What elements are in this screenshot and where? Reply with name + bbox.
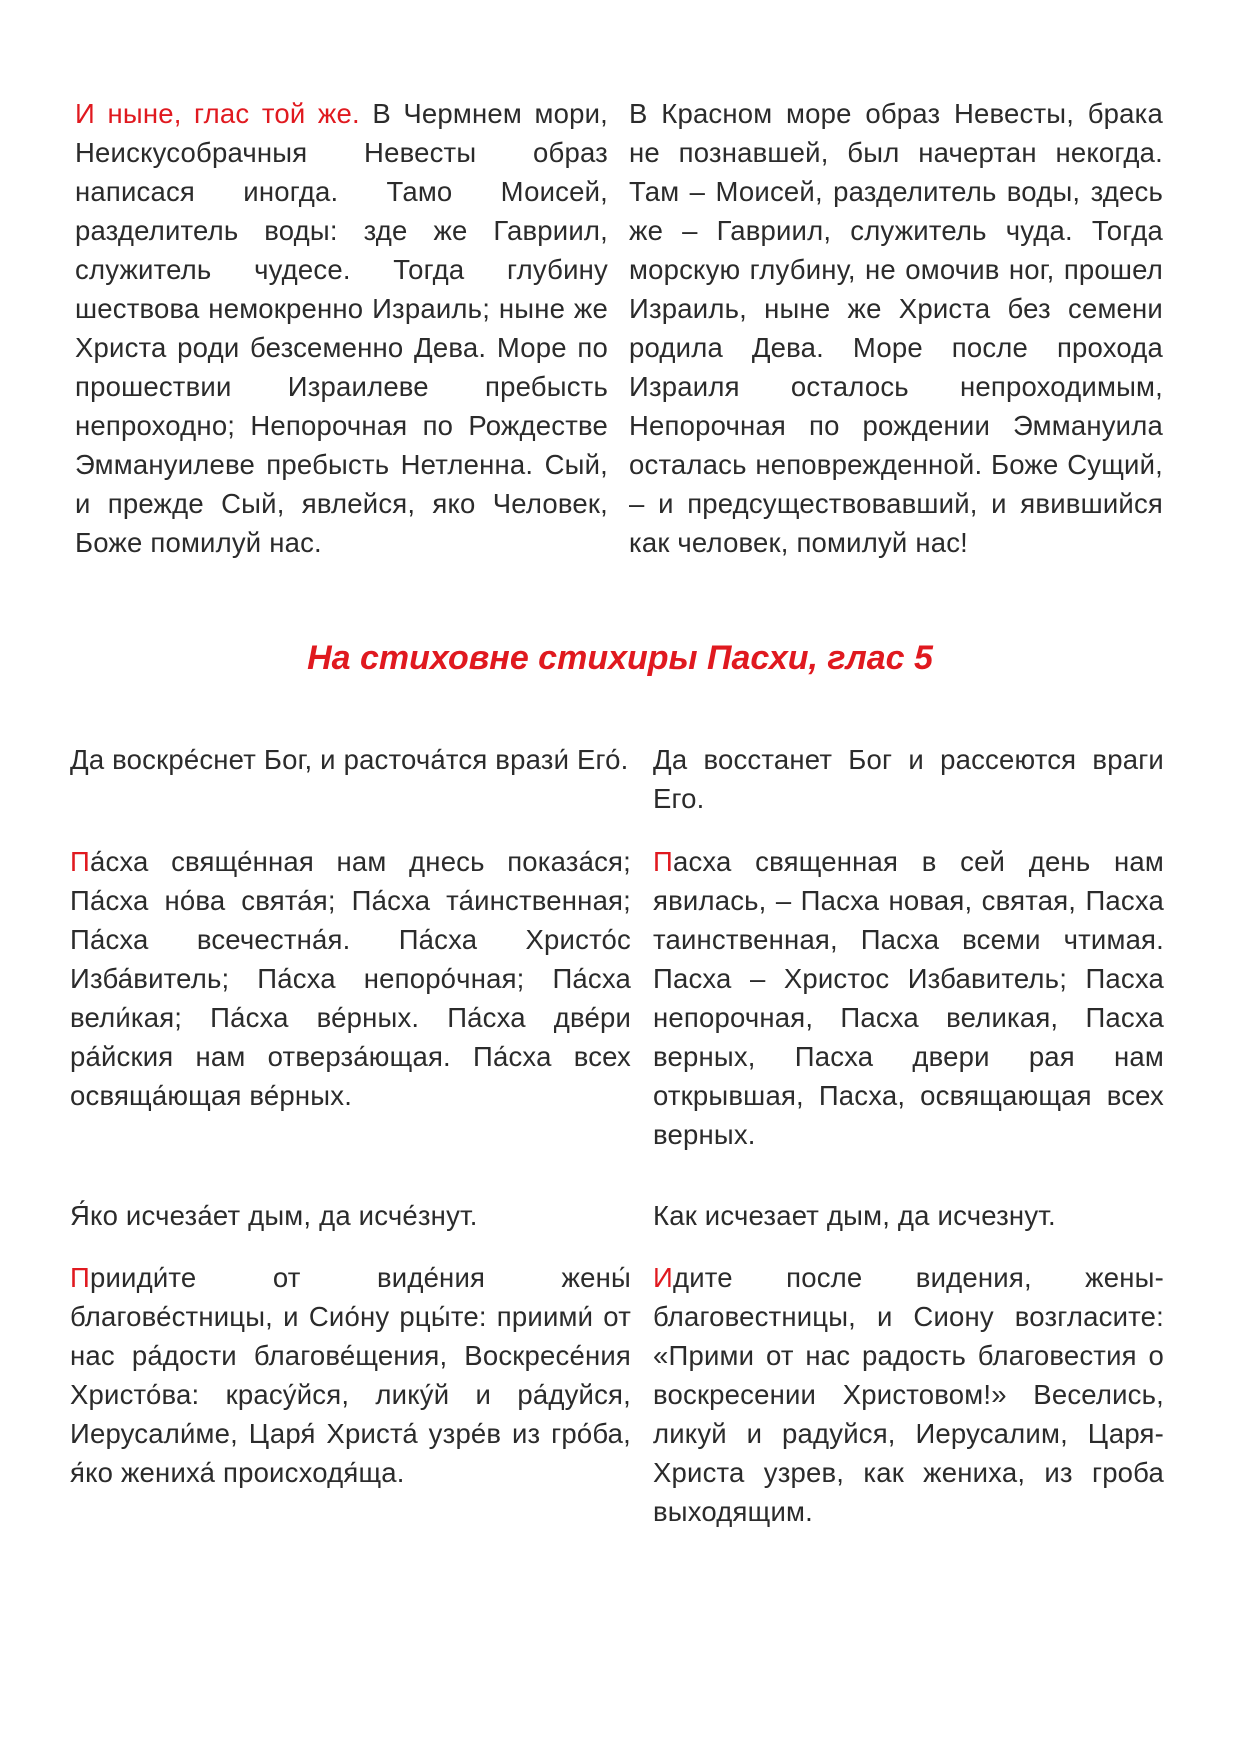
stichera1-right-text: асха священная в сей день нам явилась, – Пасха новая, святая, Пасха таинственная, Пасха всеми чтимая. Пасха – Христос Избавитель; Пасха непорочная, Пасха великая, Пасха верных, Пасха двери рая нам открывшая, Пасха, освящающая всех верных. [653, 846, 1164, 1150]
top-right-paragraph: В Красном море образ Невесты, брака не познавшей, был начертан некогда. Там – Моисей, разделитель воды, здесь же – Гавриил, служитель чуда. Тогда морскую глубину, не омочив ног, прошел Израиль, ныне же Христа без семени родила Дева. Море после прохода Израиля осталось непроходимым, Непорочная по рождении Эммануила осталась неповрежденной. Боже Сущий, – и предсуществовавший, и явившийся как человек, помилуй нас! [629, 98, 1163, 558]
verse2-right: Как исчезает дым, да исчезнут. [653, 1200, 1056, 1231]
stichera1-left-text: а́сха свяще́нная нам днесь показа́ся; Па́сха но́ва свята́я; Па́сха та́инственная; Па́сха всечестна́я. Па́сха Христо́с Изба́витель; Па́сха непоро́чная; Па́сха вели́кая; Па́сха ве́рных. Па́сха две́ри ра́йския нам отверза́ющая. Па́сха всех освяща́ющая ве́рных. [70, 846, 631, 1111]
stichera2-right-text: дите после видения, жены-благовестницы, и Сиону возгласите: «Прими от нас радость благовестия о воскресении Христовом!» Веселись, ликуй и радуйся, Иерусалим, Царя-Христа узрев, как жениха, из гроба выходящим. [653, 1262, 1164, 1527]
stichera2-right-initial: И [653, 1262, 673, 1293]
verse2-left: Я́ко исчеза́ет дым, да исче́знут. [70, 1200, 478, 1231]
stichera2-left-text: рииди́те от виде́ния жены́ благове́стницы, и Сио́ну рцы́те: приими́ от нас ра́дости благове́щения, Воскресе́ния Христо́ва: красу́йся, лику́й и ра́дуйся, Иерусали́ме, Царя́ Христа́ узре́в из гро́ба, я́ко жениха́ происходя́ща. [70, 1262, 631, 1488]
stichera1-right [653, 842, 1164, 1154]
top-left-paragraph [75, 94, 608, 562]
verse1-left: Да воскре́снет Бог, и расточа́тся врази́ Его́. [70, 744, 629, 775]
stichera2-left-initial: П [70, 1262, 90, 1293]
section-heading: На стиховне стихиры Пасхи, глас 5 [307, 639, 933, 677]
stichera2-right [653, 1258, 1164, 1531]
stichera1-left [70, 842, 631, 1115]
top-left-text: В Чермнем мори, Неискусобрачныя Невесты образ написася иногда. Тамо Моисей, разделитель воды: зде же Гавриил, служитель чудесе. Тогда глубину шествова немокренно Израиль; ныне же Христа роди безсеменно Дева. Море по прошествии Израилеве пребысть непроходно; Непорочная по Рождестве Эммануилеве пребысть Нетленна. Сый, и прежде Сый, явлейся, яко Человек, Боже помилуй нас. [75, 98, 608, 558]
stichera1-right-initial: П [653, 846, 673, 877]
top-left-lead: И ныне, глас той же. [75, 98, 360, 129]
verse1-right: Да восстанет Бог и рассеются враги Его. [653, 744, 1164, 814]
stichera2-left [70, 1258, 631, 1492]
stichera1-left-initial: П [70, 846, 90, 877]
